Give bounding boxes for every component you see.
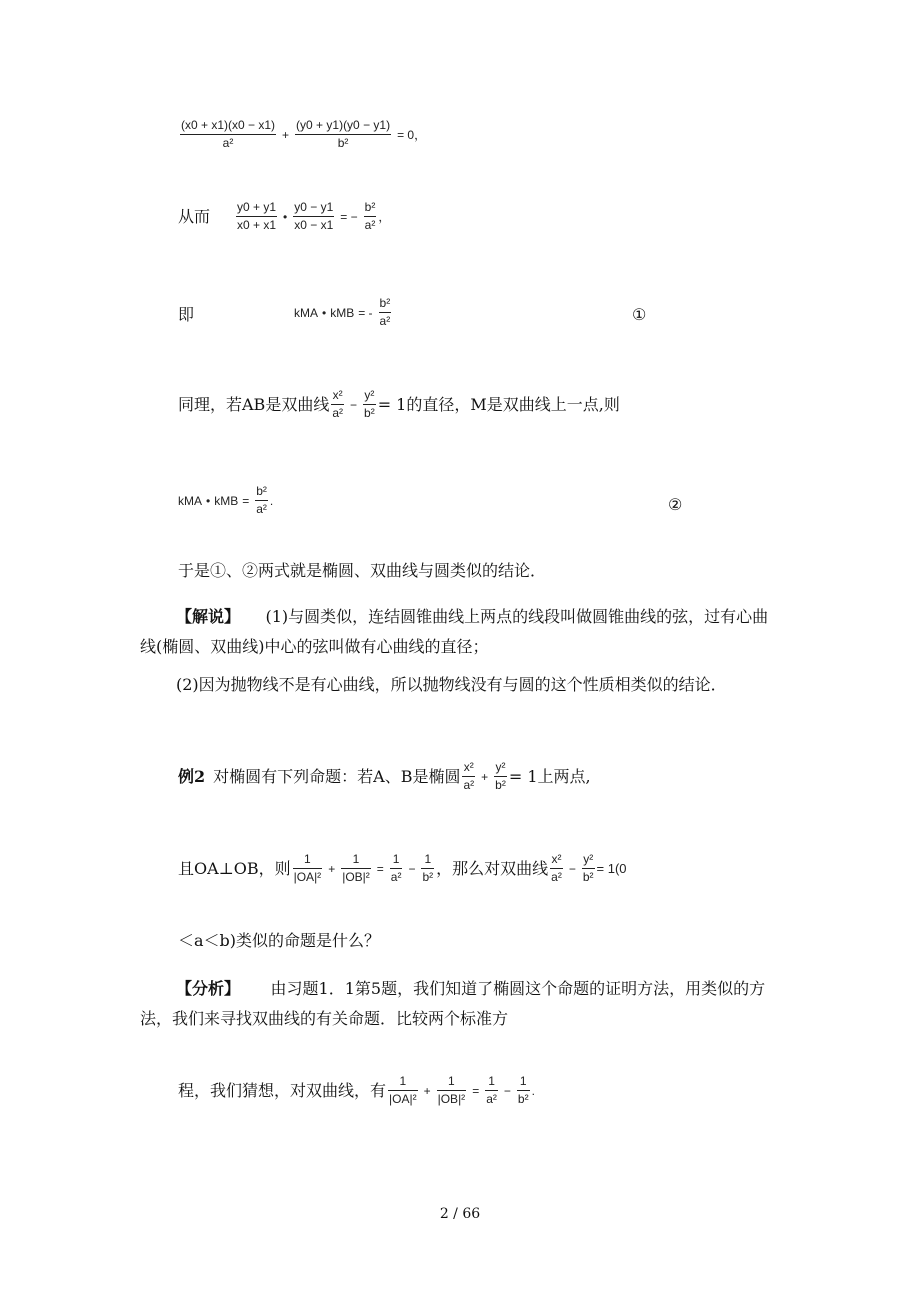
fraction: $\frac{1}{\text{|OB|²}}$ bbox=[437, 1074, 466, 1106]
explanation-paragraph-1: 【解说】 (1)与圆类似，连结圆锥曲线上两点的线段叫做圆锥曲线的弦，过有心曲线(椭圆、双曲线)中心的弦叫做有心曲线的直径； bbox=[140, 607, 769, 656]
fraction: $\frac{\text{y²}}{\text{b²}}$ bbox=[582, 852, 594, 884]
fraction: $\frac{\text{y²}}{\text{b²}}$ bbox=[495, 760, 506, 792]
fraction: $\frac{1}{\text{a²}}$ bbox=[390, 852, 402, 884]
example-2-question: ＜a＜b)类似的命题是什么？ bbox=[178, 931, 381, 950]
equation-marker-2: ② bbox=[668, 495, 683, 514]
equation-ellipse-formula: kMA • kMB = - $\frac{\text{b²}}{\text{a²}}$ bbox=[294, 296, 391, 328]
fraction: $\frac{1}{\text{|OA|²}}$ bbox=[389, 1074, 417, 1106]
hyperbola-diameter-statement: 同理，若AB是双曲线 $\frac{\text{x²}}{\text{a²}}$ − $\frac{\text{y²}}{\text{b²}}$ = 1的直径，M是双曲线上一点,则 bbox=[178, 388, 620, 420]
fraction: $\frac{(y0 + y1)(y0 - y1)}{\text{b²}}$ bbox=[296, 118, 391, 150]
fraction: $\frac{\text{b²}}{\text{a²}}$ bbox=[364, 200, 376, 232]
fraction: $\frac{y0 + y1}{x0 + x1}$ bbox=[237, 200, 277, 232]
fraction: $\frac{\text{x²}}{\text{a²}}$ bbox=[332, 388, 343, 420]
equation-hyperbola-result: kMA • kMB = $\frac{\text{b²}}{\text{a²}}$ . bbox=[178, 484, 274, 516]
fraction: $\frac{\text{x²}}{\text{a²}}$ bbox=[463, 760, 475, 792]
fraction: $\frac{1}{\text{|OA|²}}$ bbox=[293, 852, 322, 884]
fraction: $\frac{(x0 + x1)(x0 - x1)}{\text{a²}}$ bbox=[181, 118, 276, 150]
fraction: $\frac{1}{\text{a²}}$ bbox=[486, 1074, 497, 1106]
hyperbola-conjecture: 程，我们猜想，对双曲线，有 $\frac{1}{\text{|OA|²}}$ + $\frac{1}{\text{|OB|²}}$ = $\frac{1}{\text{a²}}$ − $\frac{1}{\text{b²}}$ . bbox=[178, 1074, 535, 1106]
page-number: 2 / 66 bbox=[439, 1206, 481, 1222]
explanation-paragraph-2: (2)因为抛物线不是有心曲线，所以抛物线没有与圆的这个性质相类似的结论． bbox=[176, 675, 727, 694]
analysis-paragraph: 【分析】 由习题1．1第5题，我们知道了椭圆这个命题的证明方法，用类似的方法，我们来寻找双曲线的有关命题．比较两个标准方 bbox=[140, 979, 766, 1028]
fraction: $\frac{\text{y²}}{\text{b²}}$ bbox=[364, 388, 375, 420]
fraction: $\frac{y0 - y1}{x0 - x1}$ bbox=[294, 200, 334, 232]
example-2-statement: 例2 对椭圆有下列命题：若A、B是椭圆 $\frac{\text{x²}}{\text{a²}}$ + $\frac{\text{y²}}{\text{b²}}$ = 1上两点, bbox=[178, 760, 591, 792]
equation-ellipse-result: 即 bbox=[178, 305, 195, 324]
conclusion-text: 于是①、②两式就是椭圆、双曲线与圆类似的结论． bbox=[178, 561, 547, 580]
fraction: $\frac{1}{\text{|OB|²}}$ bbox=[342, 852, 370, 884]
equation-chord-expansion: $\frac{(x0 + x1)(x0 - x1)}{\text{a²}}$ + $\frac{(y0 + y1)(y0 - y1)}{\text{b²}}$ = 0， bbox=[181, 118, 427, 150]
equation-slope-product: 从而 $\frac{y0 + y1}{x0 + x1}$ • $\frac{y0 - y1}{x0 - x1}$ = − $\frac{\text{b²}}{\text{a²}}$ ， bbox=[178, 200, 391, 232]
fraction: $\frac{\text{b²}}{\text{a²}}$ bbox=[256, 484, 267, 516]
fraction: $\frac{\text{x²}}{\text{a²}}$ bbox=[551, 852, 562, 884]
fraction: $\frac{1}{\text{b²}}$ bbox=[517, 1074, 529, 1106]
equation-marker-1: ① bbox=[632, 305, 647, 324]
fraction: $\frac{1}{\text{b²}}$ bbox=[422, 852, 434, 884]
fraction: $\frac{\text{b²}}{\text{a²}}$ bbox=[379, 296, 391, 328]
example-2-condition: 且OA⊥OB，则 $\frac{1}{\text{|OA|²}}$ + $\frac{1}{\text{|OB|²}}$ = $\frac{1}{\text{a²}}$ − $\frac{1}{\text{b²}}$ ，那么对双曲线 $\frac{\text{x²}}{\text{a²}}$ − $\frac{\text{y²}}{\text{b²}}$ = 1(0 bbox=[178, 852, 627, 884]
